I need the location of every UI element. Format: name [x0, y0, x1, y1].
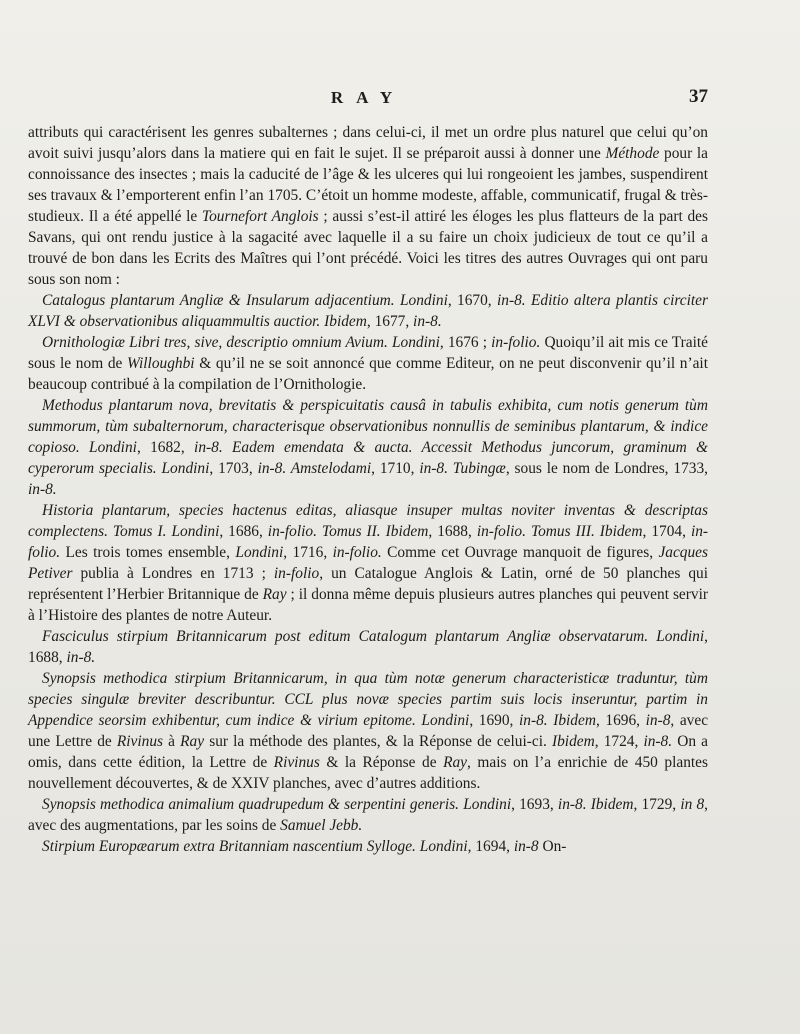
bibliography-entry — [28, 332, 708, 395]
italic-text: Synopsis methodica animalium quadrupedum & serpentini generis. Londini — [42, 796, 512, 813]
bibliography-entry — [28, 395, 708, 500]
italic-text: Ray — [262, 586, 287, 603]
italic-text: in-8. Tubingæ — [419, 460, 506, 477]
italic-text: in-8. — [643, 733, 673, 750]
bibliography-entry — [28, 500, 708, 626]
roman-text: & qu’il ne se soit annoncé que comme Editeur, on ne peut disconvenir qu’il n’ait beaucoup contribué à la compilation de l’Ornithologie. — [28, 355, 708, 393]
italic-text: in-8. Ibidem — [557, 796, 634, 813]
roman-text: , 1682, — [136, 439, 195, 456]
italic-text: in-8. Amstelodami — [257, 460, 372, 477]
italic-text: Londini — [235, 544, 284, 561]
italic-text: Ray — [180, 733, 205, 750]
paragraph-biography — [28, 122, 708, 290]
roman-text: , un Catalogue Anglois & Latin, orné de 50 planches qui représentent l’Herbier Britannique de — [28, 565, 708, 603]
roman-text: , 1688, — [428, 523, 477, 540]
roman-text: , 1694, — [467, 838, 514, 855]
italic-text: in-8. — [66, 649, 96, 666]
italic-text: Fasciculus stirpium Britannicarum post editum Catalogum plantarum Angliæ observatarum. Londini — [42, 628, 705, 645]
roman-text: , 1710, — [371, 460, 420, 477]
roman-text: , 1670, — [447, 292, 497, 309]
roman-text: , avec des augmentations, par les soins de — [28, 796, 709, 834]
page-number: 37 — [689, 86, 708, 107]
italic-text: Jacques Petiver — [28, 544, 709, 582]
bibliography-entry — [28, 290, 708, 332]
italic-text: in-8. Editio altera plantis circiter XLVI & observationibus aliquammultis auctior. Ibidem — [28, 292, 709, 330]
roman-text: , 1688, — [28, 628, 708, 666]
roman-text: , 1716, — [283, 544, 333, 561]
italic-text: Méthode — [605, 145, 660, 162]
italic-text: in-folio. Tomus II. Ibidem — [267, 523, 429, 540]
bibliography-entry — [28, 668, 708, 794]
italic-text: Rivinus — [116, 733, 164, 750]
italic-text: Ibidem — [551, 733, 595, 750]
roman-text: , 1704, — [642, 523, 691, 540]
roman-text: , avec une Lettre de — [28, 712, 709, 750]
italic-text: in-folio. — [28, 523, 709, 561]
roman-text: On a omis, dans cette édition, la Lettre de — [28, 733, 708, 771]
roman-text: , sous le nom de Londres, 1733, — [505, 460, 709, 477]
italic-text: in-folio — [273, 565, 320, 582]
italic-text: Historia plantarum, species hactenus editas, aliasque insuper multas noviter inventas & descriptas complectens. Tomus I. Londini — [28, 502, 708, 540]
roman-text: Les trois tomes ensemble, — [60, 544, 236, 561]
bibliography-entry — [28, 794, 708, 836]
italic-text: Tournefort Anglois — [201, 208, 319, 225]
roman-text: , 1729, — [633, 796, 681, 813]
roman-text: , 1696, — [595, 712, 646, 729]
italic-text: Methodus plantarum nova, brevitatis & perspicuitatis causâ in tabulis exhibita, cum notis generum tùm summorum, tùm subalternorum, characterisque observationibus nonnullis de seminibus plantarum, & indice copioso. Londini — [28, 397, 708, 456]
roman-text: , 1703, — [209, 460, 258, 477]
bibliography-entry — [28, 836, 708, 857]
italic-text: in-8. Eadem emendata & aucta. Accessit Methodus juncorum, graminum & cyperorum specialis. Londini — [28, 439, 709, 477]
running-title: RAY — [330, 88, 406, 107]
italic-text: in-folio. Tomus III. Ibidem — [476, 523, 643, 540]
roman-text: , mais on l’a enrichie de 450 plantes nouvellement découvertes, & de XXIV planches, avec d’autres additions. — [28, 754, 708, 792]
roman-text: , 1693, — [511, 796, 558, 813]
roman-text: On- — [538, 838, 567, 855]
roman-text: Quoiqu’il ait mis ce Traité sous le nom de — [28, 334, 708, 372]
italic-text: in-folio. — [332, 544, 382, 561]
roman-text: , 1724, — [594, 733, 644, 750]
roman-text: sur la méthode des plantes, & la Réponse de celui-ci. — [204, 733, 552, 750]
italic-text: Stirpium Europæarum extra Britanniam nascentium Sylloge. Londini — [42, 838, 468, 855]
italic-text: in-8. — [28, 481, 57, 498]
roman-text: , 1686, — [219, 523, 268, 540]
italic-text: in-folio. — [491, 334, 541, 351]
italic-text: in 8 — [680, 796, 705, 813]
roman-text: pour la connoissance des insectes ; mais la caducité de l’âge & les ulceres qui lui rongeoient les jambes, suspendirent ses travaux & l’emporterent enfin l’an 1705. C’étoit un homme modeste, affable, communicatif, frugal & très-studieux. Il a été appellé le — [28, 145, 708, 225]
roman-text: , 1676 ; — [439, 334, 492, 351]
roman-text: , 1677, — [366, 313, 414, 330]
italic-text: Ornithologiæ Libri tres, sive, descriptio omnium Avium. Londini — [42, 334, 440, 351]
roman-text: , 1690, — [469, 712, 519, 729]
roman-text: ; aussi s’est-il attiré les éloges les plus flatteurs de la part des Savans, qui ont rendu justice à la sagacité avec laquelle il a su faire un choix judicieux de tout ce qu’il a trouvé de bon dans les Ecrits des Maîtres qui l’ont précédé. Voici les titres des autres Ouvrages qui ont paru sous son nom : — [28, 208, 708, 288]
italic-text: in-8 — [513, 838, 539, 855]
italic-text: Ray — [443, 754, 468, 771]
italic-text: in-8 — [645, 712, 671, 729]
roman-text: & la Réponse de — [319, 754, 444, 771]
roman-text: ; il donna même depuis plusieurs autres planches qui peuvent servir à l’Histoire des plantes de notre Auteur. — [28, 586, 708, 624]
italic-text: Willoughbi — [127, 355, 195, 372]
italic-text: Rivinus — [273, 754, 320, 771]
roman-text: Comme cet Ouvrage manquoit de figures, — [381, 544, 659, 561]
body-text — [28, 122, 708, 857]
italic-text: in-8. — [413, 313, 442, 330]
italic-text: Catalogus plantarum Angliæ & Insularum adjacentium. Londini — [42, 292, 448, 309]
italic-text: in-8. Ibidem — [518, 712, 596, 729]
roman-text: attributs qui caractérisent les genres subalternes ; dans celui-ci, il met un ordre plus naturel que celui qu’on avoit suivi jusqu’alors dans la matiere qui en fait le sujet. Il se préparoit aussi à donner une — [28, 124, 708, 162]
bibliography-entry — [28, 626, 708, 668]
italic-text: Synopsis methodica stirpium Britannicarum, in qua tùm notæ generum characteristicæ traduntur, tùm species singulæ breviter describuntur. CCL plus novæ species partim suis locis inseruntur, partim in Appendice seorsim exhibentur, cum indice & virium epitome. Londini — [28, 670, 708, 729]
roman-text: publia à Londres en 1713 ; — [72, 565, 274, 582]
roman-text: à — [163, 733, 181, 750]
italic-text: Samuel Jebb. — [280, 817, 363, 834]
